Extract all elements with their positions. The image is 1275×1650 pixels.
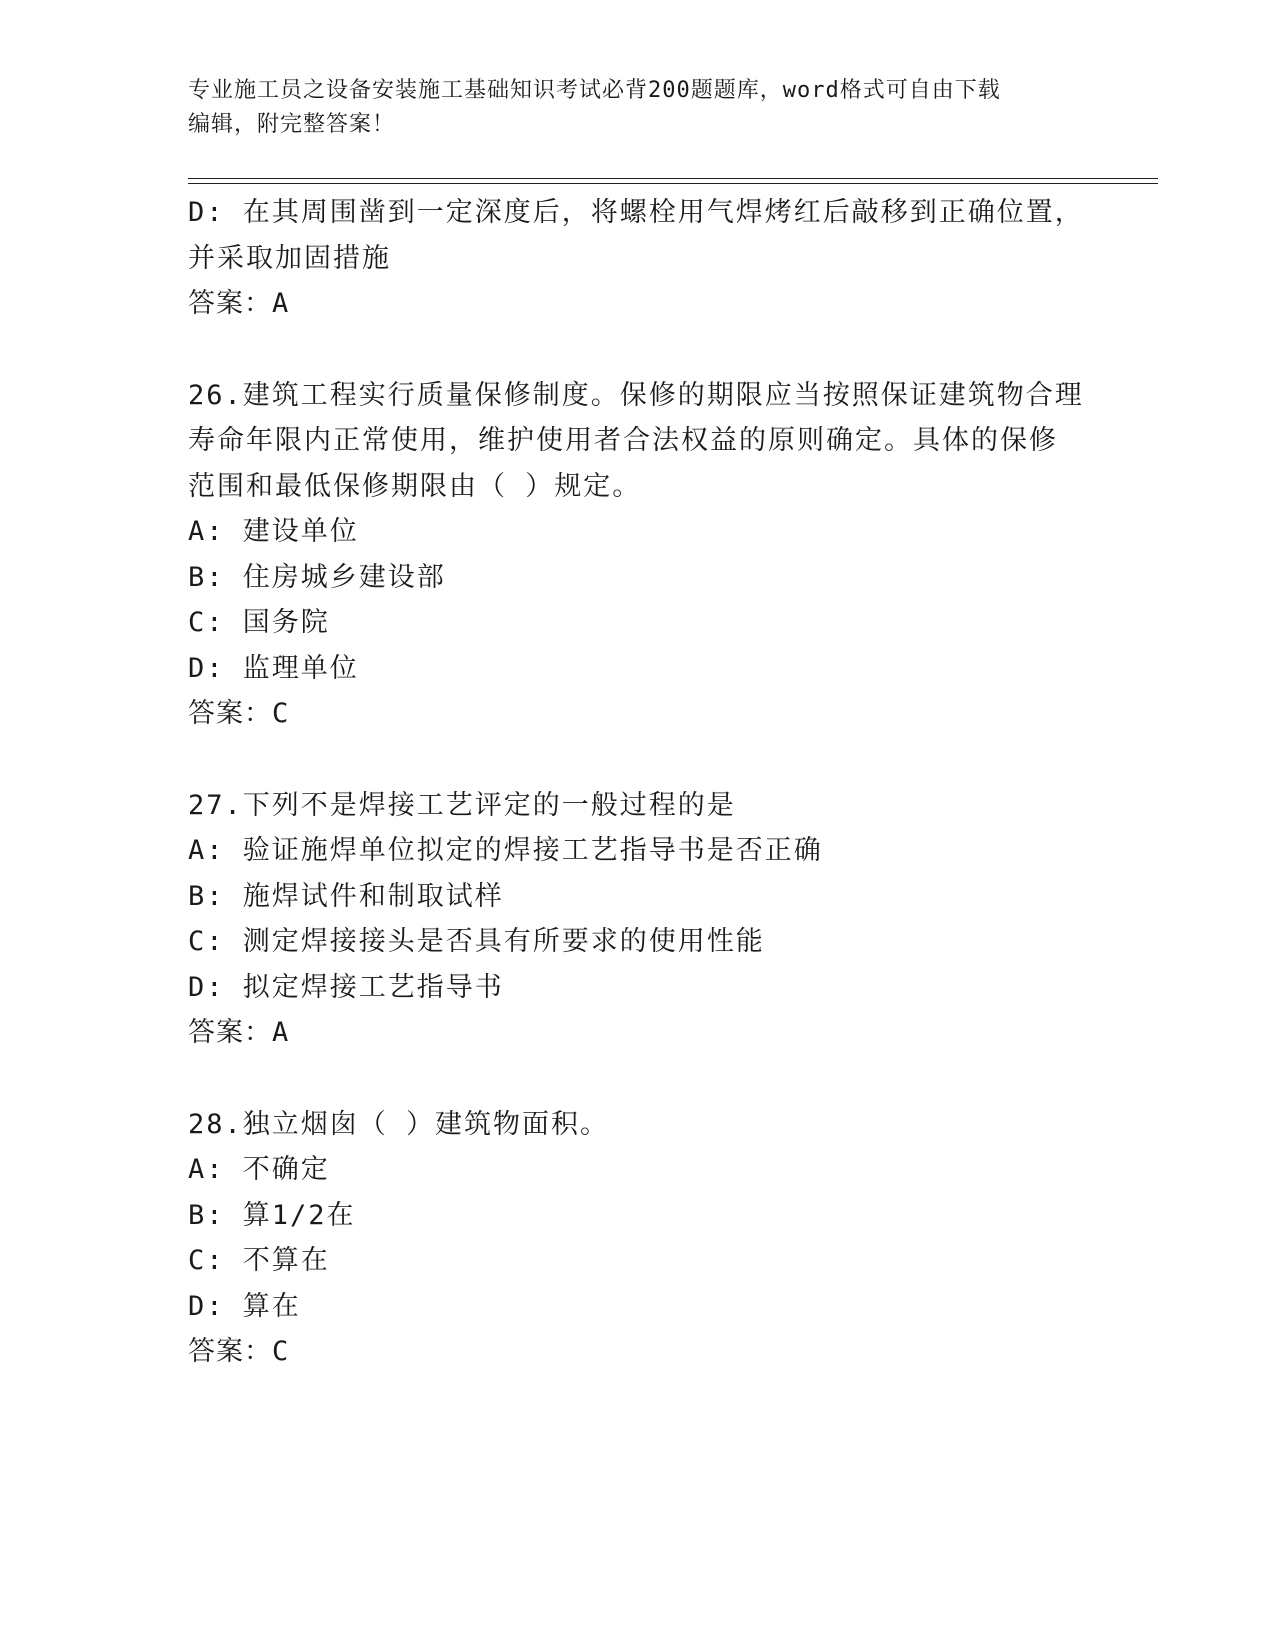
option-b: B: 算1/2在 — [188, 1199, 356, 1231]
header-divider-top — [188, 178, 1158, 179]
question-content — [188, 190, 1088, 1375]
header-title-line-1: 专业施工员之设备安装施工基础知识考试必背200题题库，word格式可自由下载 — [188, 78, 1001, 103]
option-c: C: 测定焊接接头是否具有所要求的使用性能 — [188, 926, 765, 957]
option-c: C: 不算在 — [188, 1245, 330, 1276]
option-b: B: 施焊试件和制取试样 — [188, 880, 504, 912]
header-title-line-2: 编辑，附完整答案！ — [188, 112, 396, 137]
previous-question-tail — [188, 190, 1088, 327]
question-stem-line: 寿命年限内正常使用，维护使用者合法权益的原则确定。具体的保修 — [188, 425, 1058, 456]
header-divider-bottom — [188, 183, 1158, 184]
question-27 — [188, 783, 1088, 1056]
answer-line: 答案：C — [188, 698, 290, 729]
option-d-continued: 并采取加固措施 — [188, 242, 391, 274]
question-spacer — [188, 737, 1088, 783]
option-d: D: 算在 — [188, 1290, 301, 1322]
option-b: B: 住房城乡建设部 — [188, 561, 446, 593]
answer-line: 答案：C — [188, 1336, 290, 1367]
question-stem-line: 27.下列不是焊接工艺评定的一般过程的是 — [188, 789, 736, 821]
question-26 — [188, 373, 1088, 737]
question-stem-line: 范围和最低保修期限由（ ）规定。 — [188, 470, 642, 502]
document-header — [188, 74, 1088, 142]
question-stem-line: 28.独立烟囱（ ）建筑物面积。 — [188, 1108, 610, 1140]
option-a: A: 验证施焊单位拟定的焊接工艺指导书是否正确 — [188, 835, 823, 866]
option-c: C: 国务院 — [188, 607, 330, 638]
option-a: A: 不确定 — [188, 1154, 330, 1185]
question-spacer — [188, 327, 1088, 373]
answer-line: 答案：A — [188, 1017, 290, 1048]
question-spacer — [188, 1056, 1088, 1102]
question-stem-line: 26.建筑工程实行质量保修制度。保修的期限应当按照保证建筑物合理 — [188, 379, 1084, 411]
answer-line: 答案：A — [188, 288, 290, 319]
question-28 — [188, 1102, 1088, 1375]
option-d: D: 在其周围凿到一定深度后，将螺栓用气焊烤红后敲移到正确位置， — [188, 197, 1084, 228]
option-d: D: 拟定焊接工艺指导书 — [188, 971, 504, 1003]
option-a: A: 建设单位 — [188, 516, 359, 547]
option-d: D: 监理单位 — [188, 652, 359, 684]
